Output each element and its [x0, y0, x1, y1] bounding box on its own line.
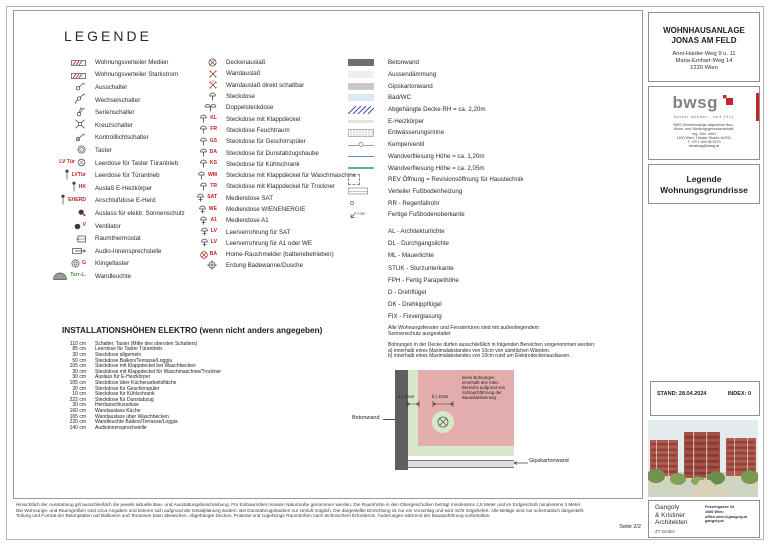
project-title-line1: WOHNHAUSANLAGE: [663, 26, 745, 35]
install-height-value: 160 cm: [69, 407, 86, 414]
legend-item: [348, 104, 598, 116]
legend-label: Mediendose SAT: [226, 194, 274, 202]
architect-contact-line: Pezzlergasse 34: [705, 505, 735, 509]
legend-label: Wandleuchte: [95, 272, 131, 280]
architect-name-line: Gangoly: [655, 504, 680, 511]
legend-item: [348, 92, 598, 104]
doc-type-line2: Wohnungsgrundrisse: [660, 184, 748, 195]
legend-item: [348, 162, 598, 174]
green-zone-left: [408, 370, 418, 456]
dim-b-label: b.) 10cm: [432, 394, 449, 399]
architect-contact-line: gangoly.at: [705, 519, 724, 524]
legend-item: [183, 260, 353, 271]
architect-sub: ZT GmbH: [655, 528, 675, 534]
drilling-diagram: [340, 366, 590, 472]
bwsg-info-line: reg. Gen. mbH: [692, 131, 716, 136]
legend-label: Deckenauslaß: [226, 59, 266, 67]
legend-label: RR - Regenfallrohr: [388, 199, 440, 207]
drilling-note: [388, 343, 648, 360]
symbol-code: LV: [210, 228, 217, 235]
legend-column-materials: [348, 57, 598, 221]
legend-item: [348, 139, 598, 151]
legend-column-sockets: [183, 57, 357, 272]
legend-label: Ventilator: [95, 222, 121, 230]
legend-label: Leerdose für Türantrieb: [95, 172, 160, 180]
symbol-code: WE: [208, 205, 217, 212]
legend-label: Gipskartonwand: [388, 82, 433, 90]
legend-label: Entwässerungsrinne: [388, 129, 445, 137]
legend-label: Wohnungsverteiler Starkstrom: [95, 71, 179, 79]
symbol-code: LV Tür: [59, 159, 75, 166]
symbol-code: DA: [209, 149, 217, 156]
project-title-box: [648, 12, 760, 82]
abbreviation: AL - Architekturlichte: [388, 228, 445, 235]
architect-contact: [705, 504, 755, 534]
symbol-code: KS: [209, 160, 217, 167]
legend-item: [348, 115, 598, 127]
bwsg-info-line: 1100 Wien, Triester Straße 40/311: [676, 135, 732, 140]
install-height-label: Steckdose für Kühlschrank: [95, 391, 155, 398]
install-height-label: Steckdose Balkon/Terrasse/Loggia: [95, 357, 172, 364]
install-height-label: Steckdose mit Klappdeckel bei Waschbecken: [95, 363, 196, 370]
abbreviation: STUK - Sturzunterkante: [388, 264, 454, 272]
install-height-label: Wandauslass Küche: [95, 407, 141, 414]
building-photo: [648, 420, 758, 497]
lamp-icon: [52, 267, 68, 285]
legend-label: Wandverfliesung Höhe = ca. 1,20m: [388, 152, 485, 160]
legend-label: Leerverrohrung für A1 oder WE: [226, 239, 312, 247]
install-height-value: 30 cm: [72, 402, 86, 409]
symbol-code: GS: [209, 137, 217, 144]
legend-label: Doppelsteckdose: [226, 104, 274, 112]
legend-label: Auslass für elektr. Sonnenschutz: [95, 209, 185, 217]
legend-label: Mediendose A1: [226, 217, 269, 225]
legend-label: Steckdose für Dunstabzugshaube: [226, 149, 319, 157]
bwsg-tagline: besser wohnen - seit 1911: [673, 114, 735, 119]
symbol-code: SAT: [207, 194, 217, 201]
project-title-line2: JONAS AM FELD: [671, 35, 737, 45]
legend-label: Auslaß E-Heizkörper: [95, 184, 153, 192]
material-swatch: [348, 156, 380, 158]
disclaimer: [16, 502, 641, 519]
bwsg-red-bar: [756, 93, 760, 121]
install-height-label: Audioinnensprechstelle: [95, 424, 147, 431]
legend-label: Steckdose mit Klappdeckel für Trockner: [226, 183, 336, 191]
install-height-label: Steckdose allgemein: [95, 351, 142, 358]
diagram-note-line: Schlauchführung der: [462, 390, 502, 395]
legend-label: Ausschalter: [95, 83, 128, 91]
install-height-value: 105 cm: [69, 379, 86, 386]
abbreviation: ML - Mauerlichte: [388, 252, 434, 260]
gips-wall: [408, 460, 514, 468]
legend-label: Leerdose für Taster Türantrieb: [95, 159, 179, 167]
bwsg-info-line: beratung@bwsg.at: [688, 144, 720, 149]
legend-item: [348, 69, 598, 81]
bwsg-logo: bwsg: [672, 93, 718, 112]
bwsg-info: [649, 123, 759, 149]
diagram-note-line: keine Bohrungen: [462, 375, 495, 380]
legend-label: Fertige Fußbodenoberkante: [388, 211, 465, 219]
material-swatch: [348, 174, 380, 185]
note-line: Sonnenschutz ausgestattet: [388, 331, 451, 338]
symbol-code: EHERD: [68, 196, 86, 203]
project-address-line: Maria-Emhart-Weg 14: [675, 58, 733, 64]
symbol-code: LVTür: [71, 171, 86, 178]
install-height-row: [62, 425, 332, 431]
svg-text:FOK: FOK: [357, 212, 365, 217]
window-note: [388, 325, 638, 337]
install-height-value: 30 cm: [72, 368, 86, 375]
page-number: Seite 2/2: [619, 524, 641, 530]
abbreviation: FIX - Fixverglasung: [388, 313, 442, 321]
install-height-value: 30 cm: [72, 374, 86, 381]
stand-label: STAND:: [657, 391, 678, 397]
architect-contact-line: 1080 Wien: [705, 509, 724, 514]
diagram-label-betonwand: Betonwand: [352, 415, 380, 421]
install-height-value: 165 cm: [69, 413, 86, 420]
material-swatch: [348, 83, 380, 90]
legend-label: Steckdose mit Klappdeckel: [226, 115, 301, 123]
note-line: Alle Wohnungsfenster und Fenstertüren sind mit außenliegendem: [388, 325, 540, 331]
material-swatch: [348, 167, 380, 169]
legend-label: Kemperventil: [388, 141, 425, 149]
install-heights-title: INSTALLATIONSHÖHEN ELEKTRO (wenn nicht anders angegeben): [62, 326, 323, 335]
legend-label: Kontrolllichtschalter: [95, 134, 149, 142]
legend-label: Wechselschalter: [95, 96, 141, 104]
install-height-label: Steckdose mit Klappdeckel für Waschmaschine/Trockner: [95, 368, 222, 375]
abbreviation: D - Drehflügel: [388, 289, 427, 297]
doc-type-line1: Legende: [686, 174, 722, 184]
legend-label: Klingeltaster: [95, 260, 130, 268]
install-height-value: 140 cm: [69, 424, 86, 431]
install-height-value: 30 cm: [72, 351, 86, 358]
legend-label: Taster: [95, 146, 112, 154]
symbol-code: V: [82, 222, 86, 229]
legend-label: Steckdose mit Klappdeckel für Waschmaschine: [226, 172, 357, 180]
disclaimer-line: Teilung und Format der Betonplatten auf Balkonen und Terrassen kann abweichen. Abgehängte Decken, Podeste und zugehörige Raumhöhen nach technischem Erfordernis. Änderungen während der Bauausführung vorbehalten.: [16, 513, 491, 519]
bwsg-box: [648, 86, 760, 160]
building-center: [684, 432, 720, 478]
legend-item: [348, 174, 598, 186]
material-swatch: [348, 210, 380, 219]
symbol-code: G: [82, 259, 86, 266]
material-swatch: [348, 141, 380, 149]
note-line: Bohrungen in der Decke dürfen ausschließlich in folgenden Bereichen vorgenommen werden:: [388, 342, 596, 348]
install-height-label: Steckdose für Geschirrspüler: [95, 385, 160, 392]
legend-label: Kreuzschalter: [95, 121, 133, 129]
legend-label: Wohnungsverteiler Medien: [95, 58, 169, 66]
legend-label: Aussendämmung: [388, 71, 437, 79]
diagram-note-line: Bereichs aufgrund von: [462, 385, 505, 390]
abbreviation: DK - Drehkippflügel: [388, 301, 442, 309]
legend-item: [348, 127, 598, 139]
install-height-label: Steckdose über Küchenarbeitsfläche: [95, 379, 177, 386]
architect-box: [648, 500, 760, 538]
diagram-note-line: Bauteilaktivierung: [462, 395, 496, 400]
project-address-line: 1220 Wien: [690, 65, 718, 71]
architect-name: [655, 504, 705, 527]
legend-label: Steckdose für Geschirrspüler: [226, 138, 306, 146]
ceiling-outlet-zone: [431, 410, 455, 434]
material-swatch: [348, 120, 380, 123]
legend-item: [40, 270, 190, 283]
index-label: INDEX:: [727, 391, 747, 397]
legend-label: Serienschalter: [95, 109, 135, 117]
architect-name-line: & Kristiner: [655, 511, 685, 519]
note-line: a) innerhalb eines Maximalabstandes von 10cm von sämtlichen Wänden.: [388, 347, 551, 354]
install-height-value: 105 cm: [69, 363, 86, 370]
install-height-label: Auslass für E-Heizkörper: [95, 374, 151, 381]
symbol-code: WM: [207, 171, 217, 178]
diagram-label-gips: Gipskartonwand: [529, 458, 569, 464]
install-height-label: Schalter, Taster (Mitte des obersten Schalters): [95, 340, 198, 347]
index-value: 0: [747, 391, 751, 397]
abbreviation: FPH - Fertig Parapethöhe: [388, 276, 459, 284]
material-swatch: [348, 106, 380, 114]
legend-label: Wandauslaß direkt schaltbar: [226, 81, 305, 89]
material-swatch: [348, 94, 380, 101]
bwsg-info-line: Wohn- und Siedlungsgenossenschaft,: [673, 127, 735, 132]
symbol-code: Terr-L.: [70, 272, 86, 279]
diagram-note: [462, 375, 514, 400]
legend-item: [348, 209, 598, 221]
abbreviation: DL - Durchgangslichte: [388, 240, 449, 248]
bwsg-info-line: T +43 1 546 66 5070: [687, 140, 721, 145]
project-address-line: Anni-Haider-Weg 9 u. 11: [672, 51, 736, 57]
legend-label: Wandverfliesung Höhe = ca. 2,05m: [388, 164, 485, 172]
architect-contact-line: office.wien@gangoly.at: [705, 514, 748, 519]
doc-type-box: [648, 164, 760, 204]
architect-name-line: Architekten: [655, 519, 688, 527]
install-heights-list: [62, 341, 332, 431]
material-swatch: [348, 199, 380, 207]
legend-label: Abgehängte Decke RH = ca. 2,20m: [388, 106, 486, 114]
legend-label: Betonwand: [388, 59, 419, 67]
legend-item: [348, 197, 598, 209]
legend-label: Bad/WC: [388, 94, 412, 102]
install-height-value: 30 cm: [72, 385, 86, 392]
install-height-value: 110 cm: [69, 340, 86, 347]
legend-label: Wandauslaß: [226, 70, 261, 78]
legend-label: Erdung Badewanne/Dusche: [226, 262, 304, 270]
material-swatch: [348, 187, 380, 196]
page-title: LEGENDE: [64, 28, 152, 44]
legend-label: REV Öffnung = Revisionsöffnung für Haustechnik: [388, 176, 524, 184]
disclaimer-line: Die Wohnungs- und Raumgrößen sind circa-Angaben und können sich aufgrund der Detailplanung ändern. Bei Dunstabzugshauben nur Umluft möglich. Die dargestellte Einrichtung ist nur ein Vorschlag und wird nicht mitgeliefert. Alle Beläge sind nur schematisch dargestellt.: [16, 507, 585, 513]
dim-a-arrow: [406, 401, 420, 407]
gips-arrow: [512, 460, 528, 466]
material-swatch: [348, 59, 380, 66]
symbol-code: LV: [210, 239, 217, 246]
material-swatch: [348, 129, 380, 137]
legend-label: Raumthermostat: [95, 235, 141, 243]
symbol-code: BA: [209, 250, 217, 257]
symbol-code: KL: [210, 115, 217, 122]
concrete-wall: [395, 370, 408, 470]
symbol-code: HK: [78, 184, 86, 191]
install-height-label: Wandauslass über Waschbecken: [95, 413, 169, 420]
symbol-code: TR: [210, 182, 217, 189]
install-height-value: 10 cm: [72, 391, 86, 398]
stand-box: [650, 381, 760, 416]
legend-item: [348, 80, 598, 92]
install-height-label: Wandleuchte Balkon/Terrasse/Loggia: [95, 419, 178, 426]
dim-a-label: a.) 10cm: [398, 394, 415, 399]
legend-label: Steckdose für Kühlschrank: [226, 160, 300, 168]
symbol-code: A1: [210, 216, 217, 223]
symbol-code: FR: [210, 126, 217, 133]
install-height-value: 222 cm: [69, 396, 86, 403]
install-height-label: Herdanschlussdose: [95, 402, 139, 409]
legend-item: [348, 186, 598, 198]
legend-item: [348, 151, 598, 163]
green-zone-bottom: [408, 446, 514, 456]
bwsg-logo-mark: [723, 95, 735, 107]
install-height-value: 50 cm: [72, 357, 86, 364]
earth-icon: [207, 257, 217, 275]
legend-label: Steckdose Feuchtraum: [226, 126, 290, 134]
bwsg-info-line: BWS Gemeinnützige allgemeine Bau-,: [673, 123, 735, 127]
diagram-note-line: innerhalb des roten: [462, 380, 499, 385]
legend-label: Verteiler Fußbodenheizung: [388, 187, 463, 195]
install-height-value: 220 cm: [69, 419, 86, 426]
legend-label: E-Heizkörper: [388, 117, 425, 125]
legend-item: [348, 57, 598, 69]
material-swatch: [348, 71, 380, 78]
legend-label: Steckdose: [226, 93, 255, 101]
project-address: [649, 51, 759, 72]
stand-value: 28.04.2024: [678, 391, 707, 397]
install-height-value: 85 cm: [72, 346, 86, 353]
legend-column-electrical: [40, 56, 190, 283]
dim-b-arrow: [432, 401, 454, 407]
legend-label: Audio-Innensprechstelle: [95, 247, 162, 255]
install-height-label: Steckdose für Dunstabzug: [95, 396, 154, 403]
note-line: b) innerhalb eines Maximalabstandes von 10cm rund um Elektrodeckenauslässen.: [388, 353, 571, 360]
install-height-label: Leerdose für Taster Türantrieb: [95, 346, 163, 353]
legend-label: Mediendose WIENENERGIE: [226, 206, 306, 213]
legend-label: Leerverrohrung für SAT: [226, 228, 291, 236]
legend-label: Home-Rauchmelder (batteriebetrieben): [226, 251, 334, 259]
disclaimer-line: Hinsichtlich der Ausstattung gilt ausschließlich die jeweils aktuelle Bau- und Ausstattungsbeschreibung. Für Einbaumöbel müssen Naturmaße genommen werden. Die Raumhöhe in den Obergeschoßen beträgt mindestens 2,5 Meter und im Erdgeschoß mindestens 3 Meter.: [16, 502, 582, 507]
legend-label: Anschlußdose E-Herd: [95, 197, 156, 205]
abbreviation-list: [388, 226, 638, 324]
